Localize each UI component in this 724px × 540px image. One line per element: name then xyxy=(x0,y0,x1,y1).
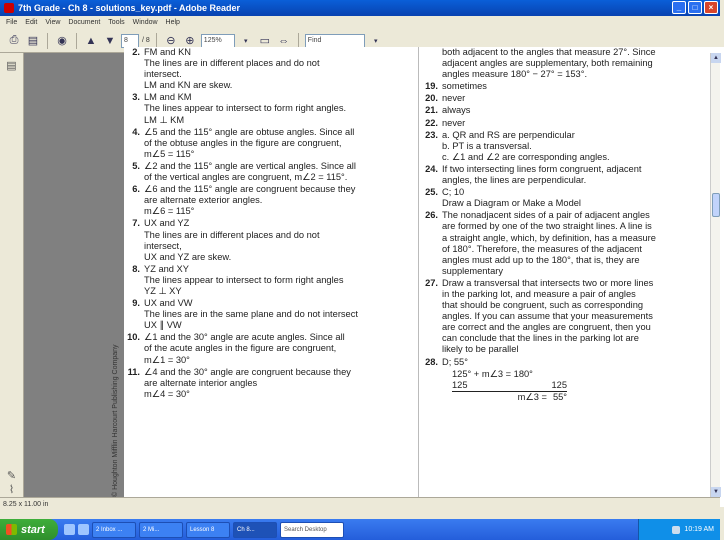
answer-line: ∠6 and the 115° angle are congruent because they xyxy=(144,184,356,195)
answer-number: 22. xyxy=(425,117,438,128)
answer-number: 2. xyxy=(132,47,140,57)
answers-right-column xyxy=(422,47,717,403)
answer-line: m∠4 = 30° xyxy=(144,388,190,399)
answer-line: If two intersecting lines form congruent, adjacent xyxy=(442,163,642,174)
taskbar xyxy=(0,519,720,540)
task-inbox[interactable]: 2 Inbox ... xyxy=(92,522,136,538)
attachments-icon[interactable]: ⌇ xyxy=(8,484,15,496)
windows-logo-icon xyxy=(6,524,17,535)
answer-number: 4. xyxy=(132,126,140,137)
answer-line: a. QR and RS are perpendicular xyxy=(442,129,575,140)
answer-item xyxy=(422,164,717,186)
answer-line: of the vertical angles are congruent, m∠2 = 115°. xyxy=(144,172,348,183)
answer-number: 25. xyxy=(425,187,438,198)
column-divider xyxy=(418,47,419,507)
answer-line: always xyxy=(442,105,471,116)
answer-line: that should be congruent, such as corresponding xyxy=(442,300,644,311)
page-total: / 8 xyxy=(142,37,150,44)
answer-item xyxy=(124,92,414,125)
answer-number: 28. xyxy=(425,356,438,367)
answer-item xyxy=(124,298,414,331)
answer-number: 27. xyxy=(425,277,438,288)
fit-page-icon[interactable]: ▭ xyxy=(259,35,270,47)
save-icon[interactable]: ▤ xyxy=(27,35,39,47)
menu-help[interactable]: Help xyxy=(165,19,180,26)
answer-line: LM ⊥ KM xyxy=(144,114,185,125)
menu-document[interactable]: Document xyxy=(68,19,101,26)
zoom-out-icon[interactable]: ⊖ xyxy=(166,35,176,47)
answer-line: intersect. xyxy=(144,69,182,80)
start-label: start xyxy=(21,523,45,536)
answer-number: 10. xyxy=(127,332,140,343)
answer-line: ∠1 and the 30° angle are acute angles. Since all xyxy=(144,332,345,343)
equation-line: 125 125 xyxy=(452,379,567,390)
answer-line: angles. If you can assume that your measurements xyxy=(442,311,653,322)
answer-item xyxy=(422,130,717,163)
answer-number: 9. xyxy=(132,298,140,309)
answer-line: angles, the lines are perpendicular. xyxy=(442,175,587,186)
answer-line: UX ∥ VW xyxy=(144,320,182,331)
answer-line: of the acute angles in the figure are congruent, xyxy=(144,343,337,354)
menu-bar xyxy=(0,16,720,29)
task-ch8[interactable]: Ch 8... xyxy=(233,522,277,538)
adobe-reader-icon xyxy=(4,3,14,13)
task-mi[interactable]: 2 Mi... xyxy=(139,522,183,538)
answer-line: are alternate exterior angles. xyxy=(144,195,263,206)
answer-line: Draw a transversal that intersects two or more lines xyxy=(442,277,654,288)
menu-window[interactable]: Window xyxy=(132,19,158,26)
answer-line: ∠2 and the 115° angle are vertical angles. Since all xyxy=(144,160,356,171)
page-number-input[interactable]: 8 xyxy=(121,34,139,48)
answer-item xyxy=(124,127,414,160)
answer-line: sometimes xyxy=(442,81,487,92)
answers-left-column xyxy=(124,47,414,401)
answer-line: YZ ⊥ XY xyxy=(144,285,182,296)
scroll-thumb[interactable] xyxy=(712,193,720,217)
browser-icon[interactable] xyxy=(78,524,89,535)
answer-line: Draw a Diagram or Make a Model xyxy=(442,198,581,209)
fit-width-icon[interactable]: ⇔ xyxy=(278,34,290,47)
answer-item xyxy=(124,367,414,400)
answer-number: 26. xyxy=(425,210,438,221)
answer-number: 11. xyxy=(127,366,140,377)
answer-line: angles measure 180° − 27° = 153°. xyxy=(442,69,588,80)
answer-line: The lines appear to intersect to form right angles xyxy=(144,274,344,285)
answer-line: intersect, xyxy=(144,240,182,251)
print-icon[interactable]: ⎙ xyxy=(9,34,19,46)
answer-item xyxy=(124,332,414,365)
close-button[interactable]: × xyxy=(704,1,718,14)
vertical-scrollbar[interactable] xyxy=(710,53,720,497)
find-input[interactable]: Find xyxy=(305,34,365,48)
find-dropdown-icon[interactable]: ▾ xyxy=(374,37,378,45)
answer-number: 7. xyxy=(132,218,140,229)
navigation-panel xyxy=(0,53,24,497)
scroll-down-icon[interactable]: ▼ xyxy=(711,487,721,497)
answer-line: are alternate interior angles xyxy=(144,377,258,388)
answer-line: of the obtuse angles in the figure are congruent, xyxy=(144,137,342,148)
answer-line: The lines are in different places and do not xyxy=(144,229,320,240)
answer-line: c. ∠1 and ∠2 are corresponding angles. xyxy=(442,151,610,162)
pages-icon[interactable]: ▤ xyxy=(6,60,17,72)
title-bar xyxy=(0,0,720,16)
answer-line: never xyxy=(442,93,466,104)
zoom-in-icon[interactable]: ⊕ xyxy=(185,35,195,47)
answer-line: are formed by one of the two straight lines. A line is xyxy=(442,221,652,232)
answer-line: LM and KM xyxy=(144,92,192,103)
answer-line: b. PT is a transversal. xyxy=(442,140,532,151)
answer-line: never xyxy=(442,117,466,128)
task-lesson[interactable]: Lesson 8 xyxy=(186,522,230,538)
answer-item xyxy=(422,118,717,129)
answer-item xyxy=(124,218,414,262)
answer-line: can conclude that the lines in the parking lot are xyxy=(442,333,639,344)
answer-line: adjacent angles are supplementary, both remaining xyxy=(442,58,653,69)
answer-line: FM and KN xyxy=(144,47,192,57)
equation-block xyxy=(452,369,567,403)
answer-line: UX and VW xyxy=(144,298,193,309)
answer-item xyxy=(422,278,717,356)
answer-line: ∠5 and the 115° angle are obtuse angles. Since all xyxy=(144,126,355,137)
answer-number: 24. xyxy=(425,163,438,174)
answer-line: The lines are in different places and do not xyxy=(144,58,320,69)
search-desktop-input[interactable]: Search Desktop xyxy=(280,522,344,538)
quick-launch xyxy=(64,524,89,535)
page-size: 8.25 x 11.00 in xyxy=(3,501,49,508)
answer-number: 21. xyxy=(425,105,438,116)
minimize-button[interactable]: _ xyxy=(672,1,686,14)
scroll-up-icon[interactable]: ▲ xyxy=(711,53,721,63)
answer-line: The nonadjacent sides of a pair of adjacent angles xyxy=(442,210,650,221)
pdf-page xyxy=(112,47,724,507)
start-button[interactable] xyxy=(0,519,58,540)
document-view[interactable] xyxy=(24,47,710,497)
equation-line: m∠3 = 55° xyxy=(517,391,567,402)
answer-line: both adjacent to the angles that measure 27°. Since xyxy=(442,47,656,57)
answer-line: m∠6 = 115° xyxy=(144,206,195,217)
answer-line: supplementary xyxy=(442,265,503,276)
answer-item xyxy=(124,264,414,297)
answer-line: of 180°. Therefore, the measures of the adjacent xyxy=(442,243,642,254)
menu-edit[interactable]: Edit xyxy=(25,19,38,26)
next-page-icon[interactable]: ▼ xyxy=(104,34,116,47)
maximize-button[interactable]: □ xyxy=(688,1,702,14)
answer-line: UX and YZ are skew. xyxy=(144,251,232,262)
publisher-credit: © Houghton Mifflin Harcourt Publishing Company xyxy=(112,344,119,497)
answer-line: C; 10 xyxy=(442,187,465,198)
answer-item xyxy=(124,161,414,183)
answer-item xyxy=(124,184,414,217)
tray-icon[interactable] xyxy=(672,526,680,534)
answer-line: likely to be parallel xyxy=(442,344,519,355)
status-bar xyxy=(0,497,720,519)
menu-tools[interactable]: Tools xyxy=(108,19,125,26)
answer-line: m∠1 = 30° xyxy=(144,354,190,365)
answer-line: a straight angle, which, by definition, has a measure xyxy=(442,232,656,243)
answer-line: UX and YZ xyxy=(144,218,190,229)
answer-item xyxy=(422,187,717,209)
answer-item xyxy=(422,105,717,116)
clock: 10:19 AM xyxy=(684,526,714,533)
answer-item xyxy=(422,81,717,92)
answer-line: The lines are in the same plane and do not intersect xyxy=(144,309,358,320)
answer-line: m∠5 = 115° xyxy=(144,148,195,159)
answer-number: 6. xyxy=(132,184,140,195)
answer-number xyxy=(422,47,442,80)
zoom-input[interactable]: 125% xyxy=(201,34,235,48)
answer-item xyxy=(422,93,717,104)
collaborate-icon[interactable]: ◉ xyxy=(57,35,67,47)
answer-number: 3. xyxy=(132,92,140,103)
answer-item xyxy=(422,210,717,277)
answer-line: The lines appear to intersect to form right angles. xyxy=(144,103,347,114)
answer-number: 19. xyxy=(425,81,438,92)
equation-line: 125° + m∠3 = 180° xyxy=(452,368,533,379)
desktop-icon[interactable] xyxy=(64,524,75,535)
answer-line: LM and KN are skew. xyxy=(144,80,233,91)
answer-number: 5. xyxy=(132,160,140,171)
answer-line: in the parking lot, and measure a pair of angles xyxy=(442,288,636,299)
answer-item xyxy=(124,47,414,91)
answer-line: D; 55° xyxy=(442,356,468,367)
comments-icon[interactable]: ✎ xyxy=(6,470,17,482)
answer-line: ∠4 and the 30° angle are congruent because they xyxy=(144,366,351,377)
menu-file[interactable]: File xyxy=(6,19,18,26)
answer-line: angles must add up to the 180°, that is, they are xyxy=(442,254,640,265)
menu-view[interactable]: View xyxy=(45,19,61,26)
answer-line: YZ and XY xyxy=(144,263,189,274)
window-title: 7th Grade - Ch 8 - solutions_key.pdf - Adobe Reader xyxy=(18,3,241,13)
answer-number: 8. xyxy=(132,263,140,274)
previous-page-icon[interactable]: ▲ xyxy=(85,34,97,47)
answer-number: 20. xyxy=(425,93,438,104)
zoom-dropdown-icon[interactable]: ▾ xyxy=(244,37,248,45)
system-tray xyxy=(638,519,720,540)
answer-item xyxy=(422,47,717,80)
answer-item xyxy=(422,357,717,368)
answer-number: 23. xyxy=(425,129,438,140)
answer-line: are correct and the angles are congruent, then you xyxy=(442,322,651,333)
